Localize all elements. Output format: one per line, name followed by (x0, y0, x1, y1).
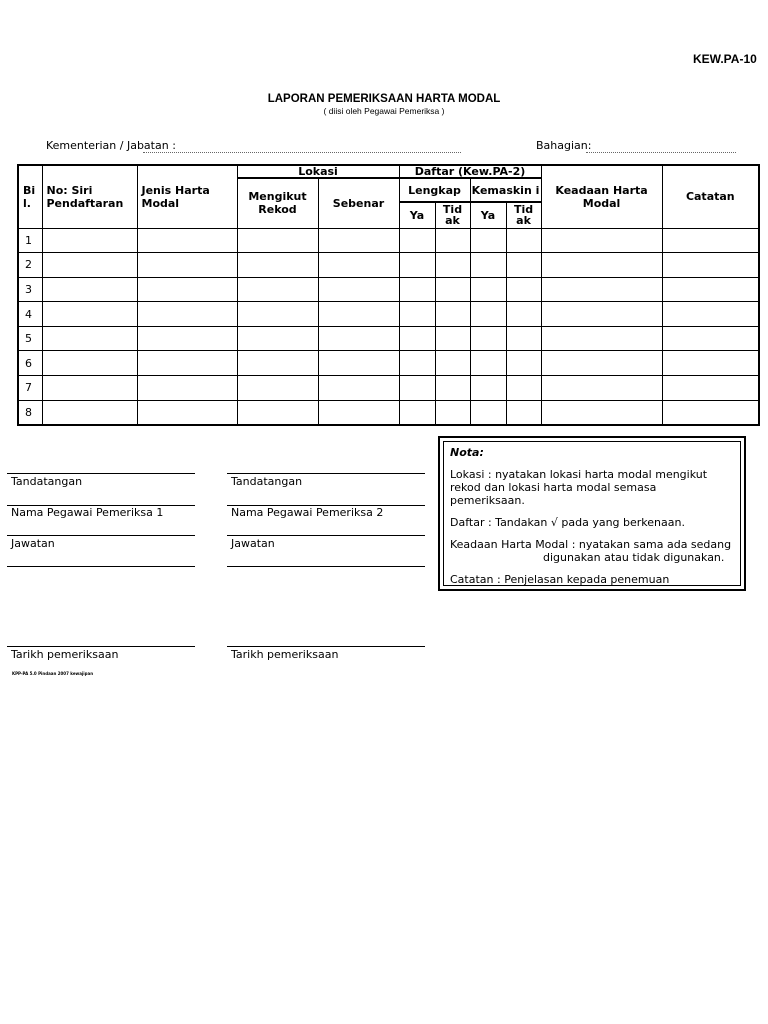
signature-label-1: Tandatangan (11, 475, 83, 488)
header-sebenar: Sebenar (318, 178, 399, 228)
position-label-1: Jawatan (11, 537, 55, 550)
table-cell[interactable] (435, 228, 470, 253)
signature-label-2: Tandatangan (231, 475, 303, 488)
table-cell[interactable] (662, 376, 759, 401)
table-cell[interactable] (318, 326, 399, 351)
header-jenis: Jenis Harta Modal (137, 165, 237, 228)
header-daftar: Daftar (Kew.PA-2) (399, 165, 541, 178)
table-cell[interactable] (662, 400, 759, 425)
row-number: 7 (18, 376, 42, 401)
table-cell[interactable] (399, 228, 435, 253)
table-row (18, 253, 759, 278)
table-cell[interactable] (237, 351, 318, 376)
table-cell[interactable] (435, 302, 470, 327)
table-cell[interactable] (237, 228, 318, 253)
header-ya-kemaskini: Ya (470, 202, 506, 228)
table-cell[interactable] (399, 400, 435, 425)
ministry-label: Kementerian / Jabatan : (46, 139, 176, 152)
table-cell[interactable] (237, 400, 318, 425)
table-cell[interactable] (137, 302, 237, 327)
footer-reference: KPP-PA 5.0 Pindaan 2007 kewajipan (12, 671, 94, 676)
row-number: 2 (18, 253, 42, 278)
name-label-2: Nama Pegawai Pemeriksa 2 (231, 506, 384, 519)
date-label-1: Tarikh pemeriksaan (11, 648, 119, 661)
table-row (18, 400, 759, 425)
table-row (18, 228, 759, 253)
position-line-1[interactable] (7, 535, 195, 536)
table-row (18, 277, 759, 302)
row-number: 5 (18, 326, 42, 351)
table-cell[interactable] (137, 351, 237, 376)
table-cell[interactable] (541, 253, 662, 278)
table-cell[interactable] (42, 277, 137, 302)
table-cell[interactable] (662, 228, 759, 253)
date-line-1[interactable] (7, 646, 195, 647)
table-cell[interactable] (662, 253, 759, 278)
table-cell[interactable] (470, 351, 506, 376)
table-cell[interactable] (137, 228, 237, 253)
header-bil: Bi l. (18, 165, 42, 228)
note-box (438, 436, 746, 591)
table-cell[interactable] (399, 253, 435, 278)
ministry-field[interactable] (143, 152, 461, 153)
table-cell[interactable] (662, 277, 759, 302)
position-value-line-2[interactable] (227, 566, 425, 567)
header-tidak-lengkap: Tid ak (435, 202, 470, 228)
table-cell[interactable] (541, 228, 662, 253)
note-daftar: Daftar : Tandakan √ pada yang berkenaan. (450, 516, 685, 529)
header-tidak-kemaskini: Tid ak (506, 202, 541, 228)
table-cell[interactable] (541, 376, 662, 401)
table-cell[interactable] (662, 302, 759, 327)
table-cell[interactable] (506, 302, 541, 327)
table-cell[interactable] (399, 277, 435, 302)
table-cell[interactable] (137, 326, 237, 351)
table-cell[interactable] (399, 302, 435, 327)
table-cell[interactable] (435, 253, 470, 278)
date-label-2: Tarikh pemeriksaan (231, 648, 339, 661)
table-cell[interactable] (318, 400, 399, 425)
report-table (17, 164, 760, 426)
header-lokasi: Lokasi (237, 165, 399, 178)
table-cell[interactable] (318, 277, 399, 302)
table-cell[interactable] (237, 253, 318, 278)
table-cell[interactable] (399, 326, 435, 351)
table-row (18, 302, 759, 327)
signature-line-1[interactable] (7, 473, 195, 474)
table-cell[interactable] (318, 253, 399, 278)
table-cell[interactable] (506, 351, 541, 376)
table-cell[interactable] (541, 277, 662, 302)
table-cell[interactable] (399, 376, 435, 401)
row-number: 6 (18, 351, 42, 376)
table-cell[interactable] (470, 253, 506, 278)
table-cell[interactable] (470, 277, 506, 302)
position-line-2[interactable] (227, 535, 425, 536)
row-number: 3 (18, 277, 42, 302)
table-cell[interactable] (541, 400, 662, 425)
header-catatan: Catatan (662, 165, 759, 228)
table-cell[interactable] (662, 326, 759, 351)
table-cell[interactable] (42, 253, 137, 278)
header-kemaskini: Kemaskin i (470, 178, 541, 202)
date-line-2[interactable] (227, 646, 425, 647)
table-cell[interactable] (541, 326, 662, 351)
table-cell[interactable] (506, 277, 541, 302)
table-cell[interactable] (42, 400, 137, 425)
table-cell[interactable] (541, 302, 662, 327)
division-label: Bahagian: (536, 139, 592, 152)
header-keadaan: Keadaan Harta Modal (541, 165, 662, 228)
note-inner (443, 441, 741, 586)
page-subtitle: ( diisi oleh Pegawai Pemeriksa ) (323, 106, 445, 116)
note-title: Nota: (450, 446, 484, 459)
name-label-1: Nama Pegawai Pemeriksa 1 (11, 506, 164, 519)
table-cell[interactable] (435, 351, 470, 376)
header-lengkap: Lengkap (399, 178, 470, 202)
table-cell[interactable] (470, 326, 506, 351)
table-cell[interactable] (42, 326, 137, 351)
note-keadaan-2: digunakan atau tidak digunakan. (543, 551, 725, 564)
signature-line-2[interactable] (227, 473, 425, 474)
table-cell[interactable] (42, 302, 137, 327)
table-cell[interactable] (435, 326, 470, 351)
form-code: KEW.PA-10 (693, 52, 757, 66)
table-row (18, 326, 759, 351)
table-cell[interactable] (318, 351, 399, 376)
table-cell[interactable] (435, 376, 470, 401)
table-cell[interactable] (435, 400, 470, 425)
note-keadaan-1: Keadaan Harta Modal : nyatakan sama ada sedang (450, 538, 732, 551)
table-cell[interactable] (137, 253, 237, 278)
table-cell[interactable] (506, 326, 541, 351)
note-catatan: Catatan : Penjelasan kepada penemuan (450, 573, 670, 586)
table-cell[interactable] (506, 228, 541, 253)
table-cell[interactable] (470, 228, 506, 253)
header-no-siri: No: Siri Pendaftaran (42, 165, 137, 228)
position-label-2: Jawatan (231, 537, 275, 550)
table-cell[interactable] (470, 400, 506, 425)
division-field[interactable] (586, 152, 736, 153)
table-cell[interactable] (42, 376, 137, 401)
table-cell[interactable] (470, 302, 506, 327)
header-ya-lengkap: Ya (399, 202, 435, 228)
table-cell[interactable] (318, 228, 399, 253)
table-cell[interactable] (399, 351, 435, 376)
table-cell[interactable] (470, 376, 506, 401)
table-cell[interactable] (506, 400, 541, 425)
table-row (18, 376, 759, 401)
table-cell[interactable] (541, 351, 662, 376)
table-cell[interactable] (137, 400, 237, 425)
position-value-line-1[interactable] (7, 566, 195, 567)
table-row (18, 351, 759, 376)
table-cell[interactable] (506, 376, 541, 401)
table-cell[interactable] (435, 277, 470, 302)
table-cell[interactable] (237, 277, 318, 302)
table-cell[interactable] (237, 326, 318, 351)
table-cell[interactable] (42, 228, 137, 253)
table-cell[interactable] (237, 302, 318, 327)
page-title: LAPORAN PEMERIKSAAN HARTA MODAL (267, 93, 501, 105)
table-cell[interactable] (506, 253, 541, 278)
table-cell[interactable] (137, 277, 237, 302)
table-cell[interactable] (662, 351, 759, 376)
row-number: 8 (18, 400, 42, 425)
note-lokasi: Lokasi : nyatakan lokasi harta modal mengikut rekod dan lokasi harta modal semasa pemeriksaan. (450, 468, 708, 507)
table-cell[interactable] (137, 376, 237, 401)
table-cell[interactable] (318, 376, 399, 401)
header-mengikut-rekod: Mengikut Rekod (237, 178, 318, 228)
row-number: 1 (18, 228, 42, 253)
table-cell[interactable] (237, 376, 318, 401)
row-number: 4 (18, 302, 42, 327)
table-cell[interactable] (318, 302, 399, 327)
table-cell[interactable] (42, 351, 137, 376)
